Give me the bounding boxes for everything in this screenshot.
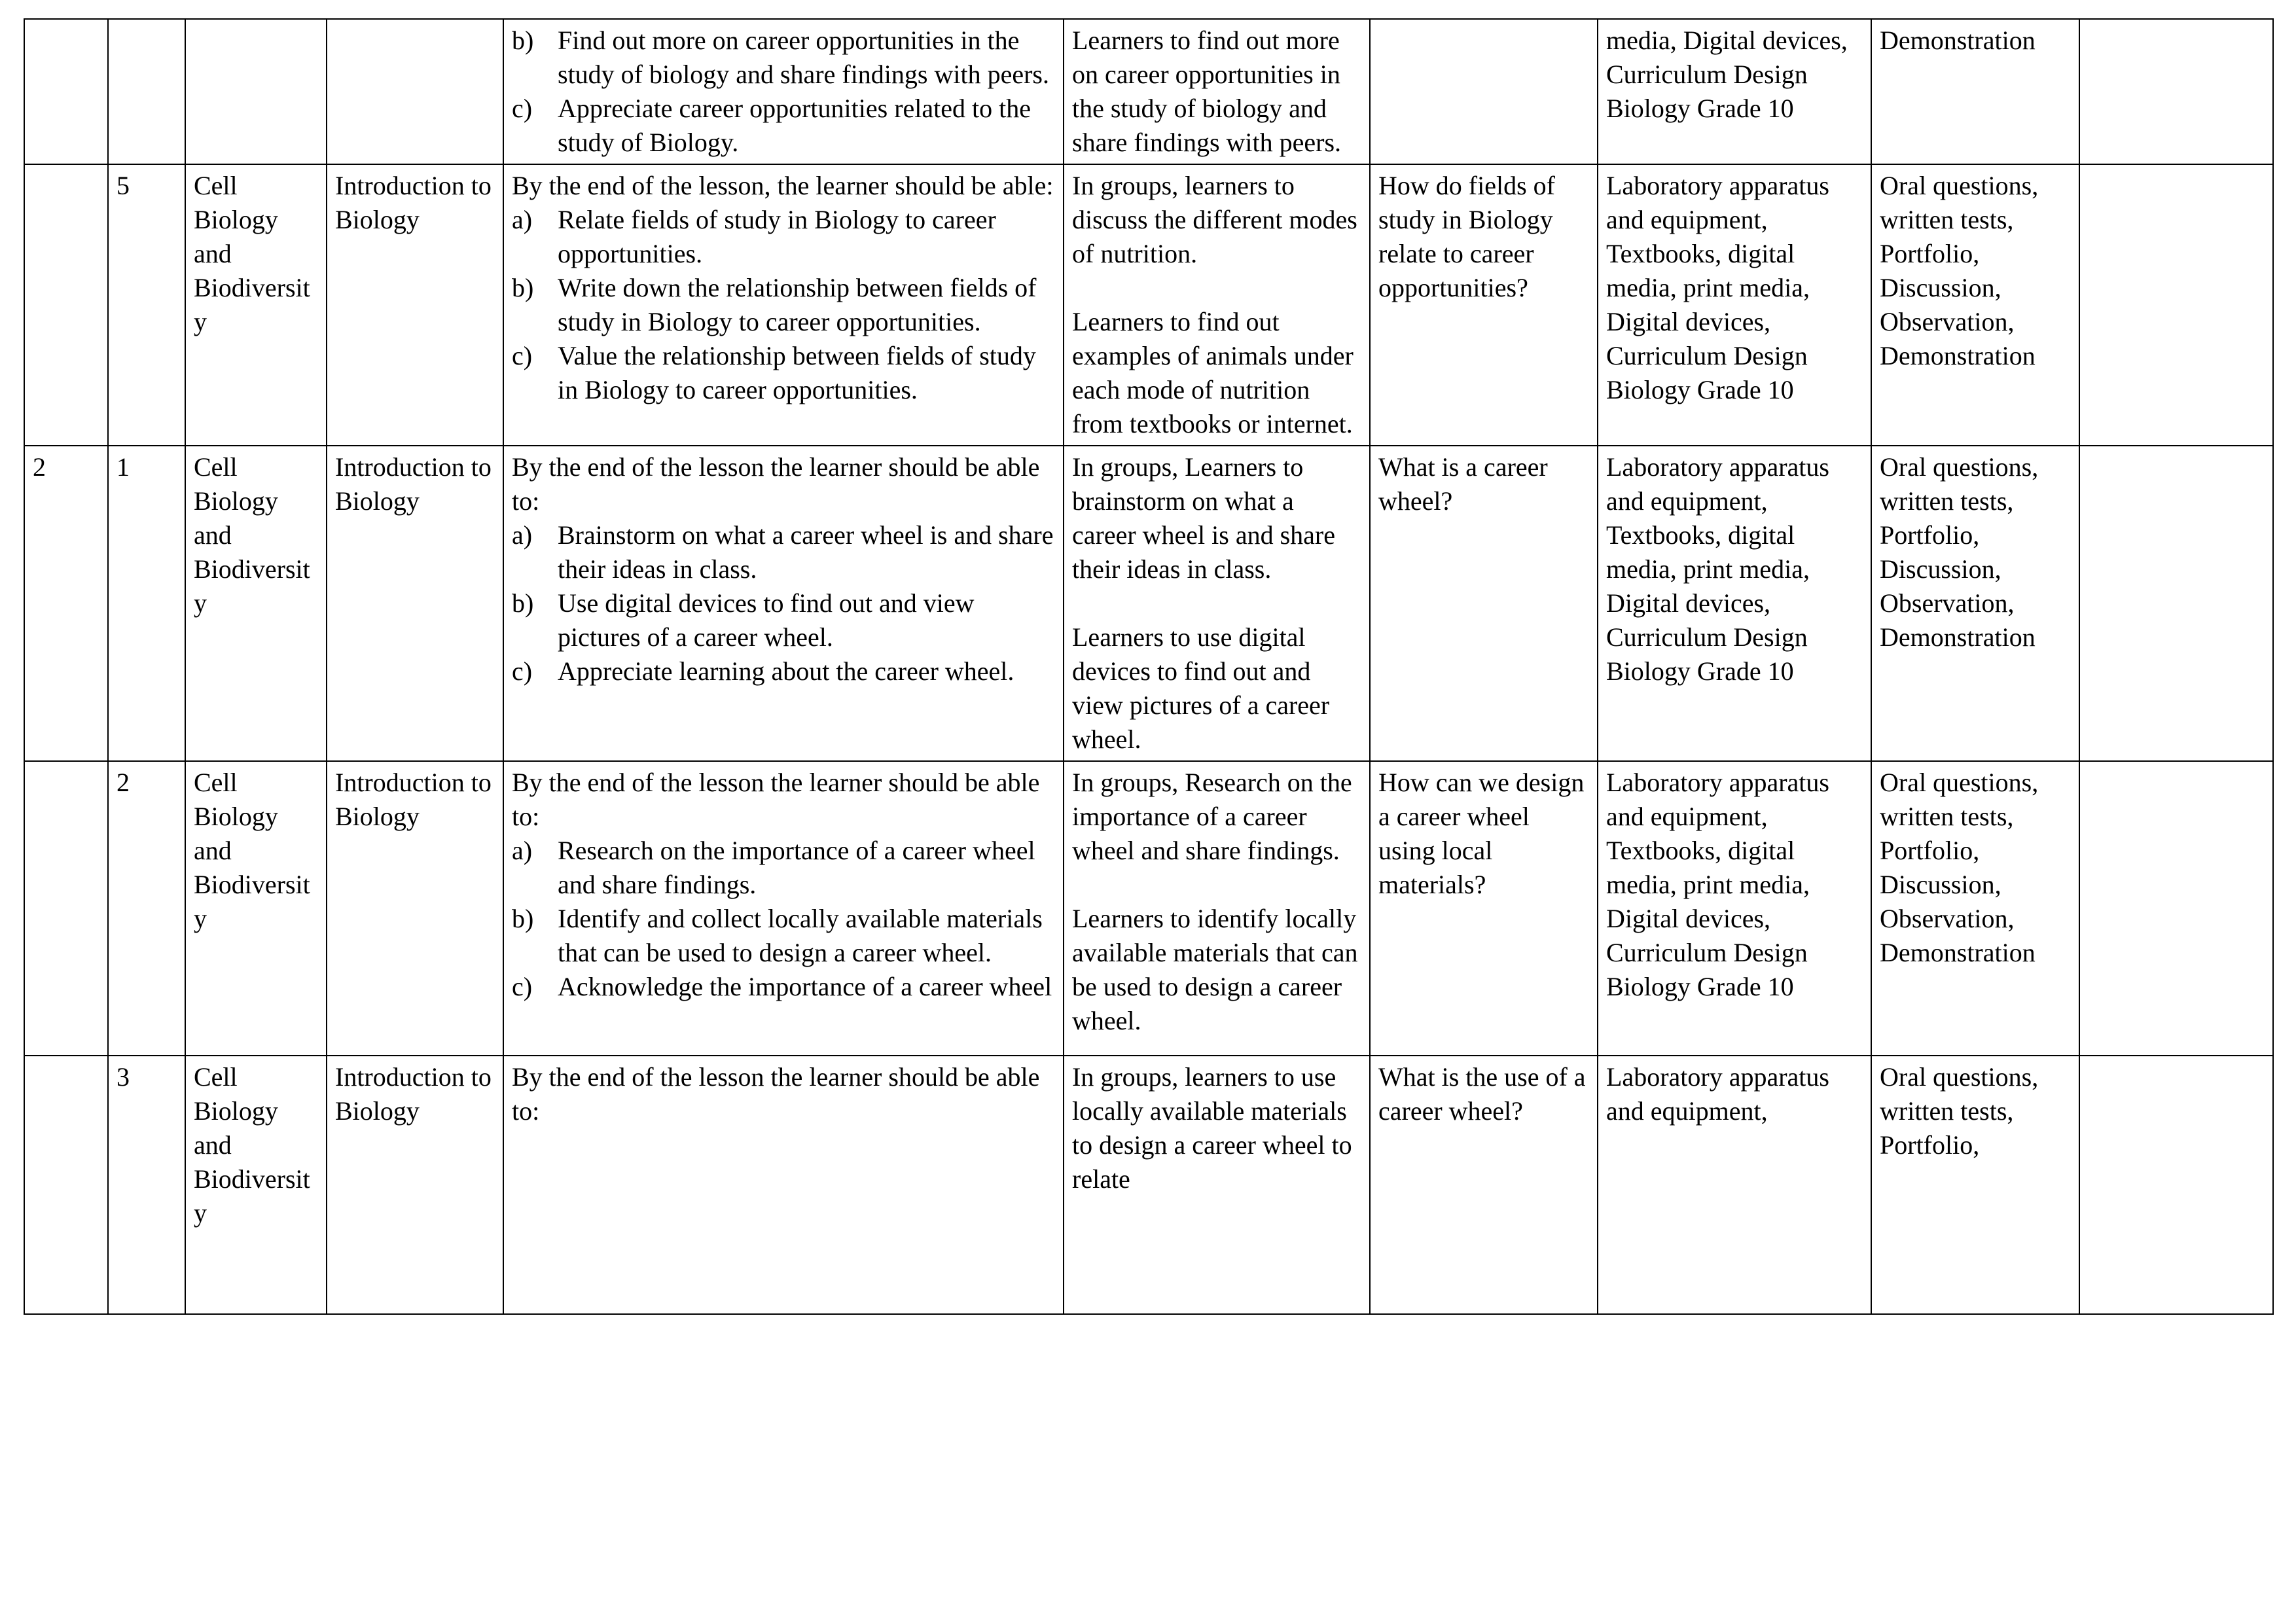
outcome-stack	[512, 169, 1056, 407]
cell-key-inquiry-question: How can we design a career wheel using local materials?	[1370, 761, 1598, 1056]
cell-week	[24, 19, 108, 164]
cell-specific-learning-outcomes	[503, 761, 1064, 1056]
cell-sub-strand: Introduction to Biology	[327, 446, 503, 761]
table-row	[24, 1056, 2273, 1314]
outcome-lead: By the end of the lesson the learner should be able to:	[512, 1062, 1040, 1126]
cell-reflection	[2079, 19, 2273, 164]
cell-key-inquiry-question: What is a career wheel?	[1370, 446, 1598, 761]
outcome-marker: c)	[512, 94, 533, 123]
cell-week	[24, 1056, 108, 1314]
cell-key-inquiry-question	[1370, 19, 1598, 164]
cell-week	[24, 164, 108, 446]
outcome-text: Appreciate learning about the career wheel.	[558, 656, 1014, 686]
cell-reflection	[2079, 761, 2273, 1056]
outcome-marker: c)	[512, 656, 533, 686]
table-row	[24, 164, 2273, 446]
outcome-list	[512, 834, 1056, 1004]
cell-reflection	[2079, 446, 2273, 761]
learning-experience-paragraph: Learners to identify locally available materials that can be used to design a career wheel.	[1072, 904, 1358, 1035]
cell-assessment-methods: Oral questions, written tests, Portfolio,	[1871, 1056, 2079, 1314]
table-row	[24, 446, 2273, 761]
cell-lesson: 5	[108, 164, 185, 446]
learning-experience-paragraph: Learners to find out examples of animals under each mode of nutrition from textbooks or internet.	[1072, 307, 1354, 438]
outcome-marker: a)	[512, 520, 533, 550]
learning-experience-paragraph: In groups, Learners to brainstorm on what a career wheel is and share their ideas in class.	[1072, 452, 1335, 584]
outcome-lead: By the end of the lesson the learner should be able to:	[512, 452, 1040, 516]
cell-week: 2	[24, 446, 108, 761]
outcome-marker: c)	[512, 341, 533, 370]
outcome-list-item	[512, 902, 1056, 970]
outcome-list-item	[512, 24, 1056, 92]
cell-strand	[185, 19, 327, 164]
cell-key-inquiry-question: How do fields of study in Biology relate to career opportunities?	[1370, 164, 1598, 446]
outcome-list-item	[512, 203, 1056, 271]
cell-sub-strand	[327, 19, 503, 164]
cell-specific-learning-outcomes	[503, 19, 1064, 164]
outcome-list	[512, 203, 1056, 407]
outcome-list-item	[512, 654, 1056, 688]
learning-experience-paragraph: In groups, learners to discuss the different modes of nutrition.	[1072, 171, 1357, 268]
cell-learning-resources: Laboratory apparatus and equipment,	[1598, 1056, 1871, 1314]
outcome-marker: a)	[512, 205, 533, 234]
cell-sub-strand: Introduction to Biology	[327, 1056, 503, 1314]
learning-experience-paragraph: In groups, learners to use locally available materials to design a career wheel to relate	[1072, 1062, 1352, 1194]
cell-specific-learning-outcomes	[503, 1056, 1064, 1314]
outcome-marker: b)	[512, 26, 534, 55]
cell-lesson: 2	[108, 761, 185, 1056]
outcome-list-item	[512, 518, 1056, 586]
outcome-list	[512, 518, 1056, 688]
cell-week	[24, 761, 108, 1056]
outcome-lead: By the end of the lesson the learner should be able to:	[512, 768, 1040, 831]
outcome-text: Find out more on career opportunities in the study of biology and share findings with peers.	[558, 26, 1049, 89]
outcome-stack	[512, 24, 1056, 160]
outcome-text: Acknowledge the importance of a career wheel	[558, 972, 1052, 1001]
cell-lesson: 1	[108, 446, 185, 761]
cell-key-inquiry-question: What is the use of a career wheel?	[1370, 1056, 1598, 1314]
outcome-stack	[512, 1060, 1056, 1128]
outcome-list-item	[512, 92, 1056, 160]
outcome-text: Brainstorm on what a career wheel is and share their ideas in class.	[558, 520, 1054, 584]
cell-specific-learning-outcomes	[503, 446, 1064, 761]
cell-learning-resources: Laboratory apparatus and equipment, Textbooks, digital media, print media, Digital devices, Curriculum Design Biology Grade 10	[1598, 446, 1871, 761]
outcome-marker: a)	[512, 836, 533, 865]
cell-learning-experiences	[1064, 761, 1370, 1056]
cell-sub-strand: Introduction to Biology	[327, 761, 503, 1056]
learning-experience-paragraph: In groups, Research on the importance of a career wheel and share findings.	[1072, 768, 1352, 865]
cell-strand: Cell Biology and Biodiversity	[185, 1056, 327, 1314]
cell-lesson	[108, 19, 185, 164]
table-row	[24, 761, 2273, 1056]
cell-lesson: 3	[108, 1056, 185, 1314]
outcome-marker: c)	[512, 972, 533, 1001]
outcome-list-item	[512, 271, 1056, 339]
cell-strand: Cell Biology and Biodiversity	[185, 761, 327, 1056]
cell-reflection	[2079, 1056, 2273, 1314]
cell-learning-resources: Laboratory apparatus and equipment, Textbooks, digital media, print media, Digital devices, Curriculum Design Biology Grade 10	[1598, 761, 1871, 1056]
outcome-stack	[512, 766, 1056, 1004]
learning-experience-paragraph: Learners to find out more on career opportunities in the study of biology and share findings with peers.	[1072, 26, 1342, 157]
outcome-text: Value the relationship between fields of study in Biology to career opportunities.	[558, 341, 1036, 404]
cell-learning-experiences	[1064, 1056, 1370, 1314]
cell-specific-learning-outcomes	[503, 164, 1064, 446]
cell-strand: Cell Biology and Biodiversity	[185, 164, 327, 446]
outcome-list-item	[512, 586, 1056, 654]
outcome-text: Identify and collect locally available materials that can be used to design a career wheel.	[558, 904, 1043, 967]
outcome-list-item	[512, 970, 1056, 1004]
outcome-marker: b)	[512, 273, 534, 302]
cell-assessment-methods: Demonstration	[1871, 19, 2079, 164]
cell-learning-resources: Laboratory apparatus and equipment, Textbooks, digital media, print media, Digital devices, Curriculum Design Biology Grade 10	[1598, 164, 1871, 446]
cell-assessment-methods: Oral questions, written tests, Portfolio, Discussion, Observation, Demonstration	[1871, 446, 2079, 761]
outcome-list-item	[512, 834, 1056, 902]
learning-experience-paragraph: Learners to use digital devices to find out and view pictures of a career wheel.	[1072, 622, 1330, 754]
outcome-text: Research on the importance of a career wheel and share findings.	[558, 836, 1035, 899]
cell-assessment-methods: Oral questions, written tests, Portfolio, Discussion, Observation, Demonstration	[1871, 761, 2079, 1056]
cell-learning-resources: media, Digital devices, Curriculum Design Biology Grade 10	[1598, 19, 1871, 164]
outcome-text: Write down the relationship between fields of study in Biology to career opportunities.	[558, 273, 1037, 336]
outcome-text: Relate fields of study in Biology to career opportunities.	[558, 205, 996, 268]
outcome-text: Use digital devices to find out and view pictures of a career wheel.	[558, 588, 975, 652]
cell-assessment-methods: Oral questions, written tests, Portfolio, Discussion, Observation, Demonstration	[1871, 164, 2079, 446]
table-body	[24, 19, 2273, 1314]
table-row	[24, 19, 2273, 164]
cell-strand: Cell Biology and Biodiversity	[185, 446, 327, 761]
outcome-marker: b)	[512, 588, 534, 618]
outcome-text: Appreciate career opportunities related to the study of Biology.	[558, 94, 1031, 157]
cell-sub-strand: Introduction to Biology	[327, 164, 503, 446]
cell-reflection	[2079, 164, 2273, 446]
scheme-of-work-table	[24, 18, 2274, 1315]
cell-learning-experiences	[1064, 19, 1370, 164]
outcome-lead: By the end of the lesson, the learner should be able:	[512, 171, 1054, 200]
outcome-marker: b)	[512, 904, 534, 933]
cell-learning-experiences	[1064, 164, 1370, 446]
outcome-list-item	[512, 339, 1056, 407]
outcome-stack	[512, 450, 1056, 688]
cell-learning-experiences	[1064, 446, 1370, 761]
outcome-list	[512, 24, 1056, 160]
